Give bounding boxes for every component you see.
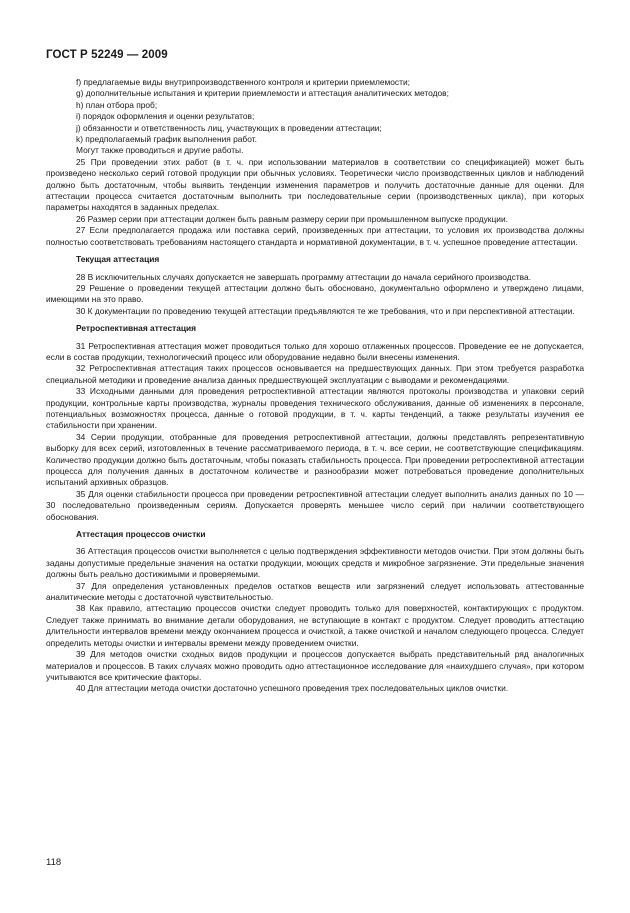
paragraph-38: 38 Как правило, аттестацию процессов очистки следует проводить только для поверхностей, контактирующих с продуктом. Следует также принимать во внимание детали оборудования, не вступающие в контакт с продуктом. Следует проводить аттестацию длительности интервалов времени между окончанием процесса и очисткой, а также очисткой и началом следующего процесса. Следует определить методы очистки и интервалы времени между проведением очистки. — [46, 603, 584, 648]
document-body — [46, 77, 584, 695]
paragraph-32: 32 Ретроспективная аттестация таких процессов основывается на предшествующих данных. При этом требуется разработка специальной методики и проведение анализа данных предшествующей эксплуатации с выводами и рекомендациями. — [46, 363, 584, 385]
section-heading-current: Текущая аттестация — [76, 254, 160, 265]
document-header: ГОСТ Р 52249 — 2009 — [46, 49, 168, 61]
paragraph-36: 36 Аттестация процессов очистки выполняется с целью подтверждения эффективности методов очистки. При этом должны быть заданы допустимые предельные значения на остатки продукции, моющих средств и микробное загрязнение. Эти предельные значения должны быть реально достижимыми и проверяемыми. — [46, 546, 584, 580]
list-item: h) план отбора проб; — [76, 99, 158, 110]
paragraph-26: 26 Размер серии при аттестации должен быть равным размеру серии при промышленном выпуске продукции. — [76, 213, 508, 224]
paragraph-33: 33 Исходными данными для проведения ретроспективной аттестации являются протоколы производства и упаковки серий продукции, контрольные карты производства, журналы проведения технического обслуживания, данные об изменениях в персонале, потенциальных возможностях процесса, данные о готовой продукции, в т. ч. карты тенденций, а также результаты изучения ее стабильности при хранении. — [46, 386, 584, 431]
list-item: g) дополнительные испытания и критерии приемлемости и аттестация аналитических методов; — [76, 88, 449, 99]
list-item: f) предлагаемые виды внутрипроизводственного контроля и критерии приемлемости; — [76, 77, 410, 87]
paragraph-37: 37 Для определения установленных пределов остатков веществ или загрязнений следует использовать аттестованные аналитические методы с достаточной чувствительностью. — [46, 580, 584, 603]
page-number: 118 — [46, 857, 62, 868]
paragraph-30: 30 К документации по проведению текущей аттестации предъявляются те же требования, что и при перспективной аттестации. — [76, 305, 575, 316]
paragraph-34: 34 Серии продукции, отобранные для проведения ретроспективной аттестации, должны представлять репрезентативную выборку для всех серий, изготовленных в течение рассматриваемого периода, в т. ч. все серии, не соответствующие спецификациям. Количество продукции должно быть достаточным, чтобы показать стабильность процесса. При проведении ретроспективной аттестации процесса для получения данных в достаточном количестве и разнообразии может потребоваться проведение дополнительных испытаний архивных образцов. — [46, 431, 584, 488]
section-heading-cleaning: Аттестация процессов очистки — [76, 529, 206, 540]
paragraph-29: 29 Решение о проведении текущей аттестации должно быть обосновано, документально оформлено и утверждено лицами, имеющими на это право. — [46, 282, 584, 305]
paragraph-28: 28 В исключительных случаях допускается не завершать программу аттестации до начала серийного производства. — [76, 271, 532, 282]
paragraph-31: 31 Ретроспективная аттестация может проводиться только для хорошо отлаженных процессов. Проведение ее не допускается, если в состав продукции, технологический процесс или оборудование недавно были внесены изменения. — [46, 340, 584, 362]
paragraph-39: 39 Для методов очистки сходных видов продукции и процессов допускается выбрать представительный ряд аналогичных материалов и процессов. В таких случаях можно проводить одно аттестационное исследование для «наихудшего случая», при котором учитываются все критические факторы. — [46, 649, 584, 682]
section-heading-retrospective: Ретроспективная аттестация — [76, 323, 197, 334]
paragraph-40: 40 Для аттестации метода очистки достаточно успешного проведения трех последовательных циклов очистки. — [76, 683, 509, 694]
list-item: j) обязанности и ответственность лиц, участвующих в проведении аттестации; — [76, 122, 382, 133]
paragraph-25: 25 При проведении этих работ (в т. ч. при использовании материалов в соответствии со спецификацией) может быть произведено несколько серий готовой продукции при обычных условиях. Теоретически число производственных циклов и наблюдений должно быть достаточным, чтобы выявить тенденции изменения параметров и получить достаточные данные для оценки. Для аттестации процесса считается достаточным выполнить три последовательные серии (производственных цикла), при которых параметры находятся в заданных пределах. — [46, 156, 584, 213]
paragraph-35: 35 Для оценки стабильности процесса при проведении ретроспективной аттестации следует выполнить анализ данных по 10 — 30 последовательно произведенным сериям. Допускается проверять меньшее число серий при наличии соответствующего обоснования. — [46, 488, 584, 522]
list-item: i) порядок оформления и оценки результатов; — [76, 111, 255, 122]
paragraph-other-works: Могут также проводиться и другие работы. — [76, 145, 244, 156]
list-item: k) предполагаемый график выполнения работ. — [76, 134, 257, 145]
paragraph-27: 27 Если предполагается продажа или поставка серий, произведенных при аттестации, то условия их производства должны полностью соответствовать требованиям настоящего стандарта и нормативной документации, в т. ч. успешное проведение аттестации. — [46, 225, 584, 247]
